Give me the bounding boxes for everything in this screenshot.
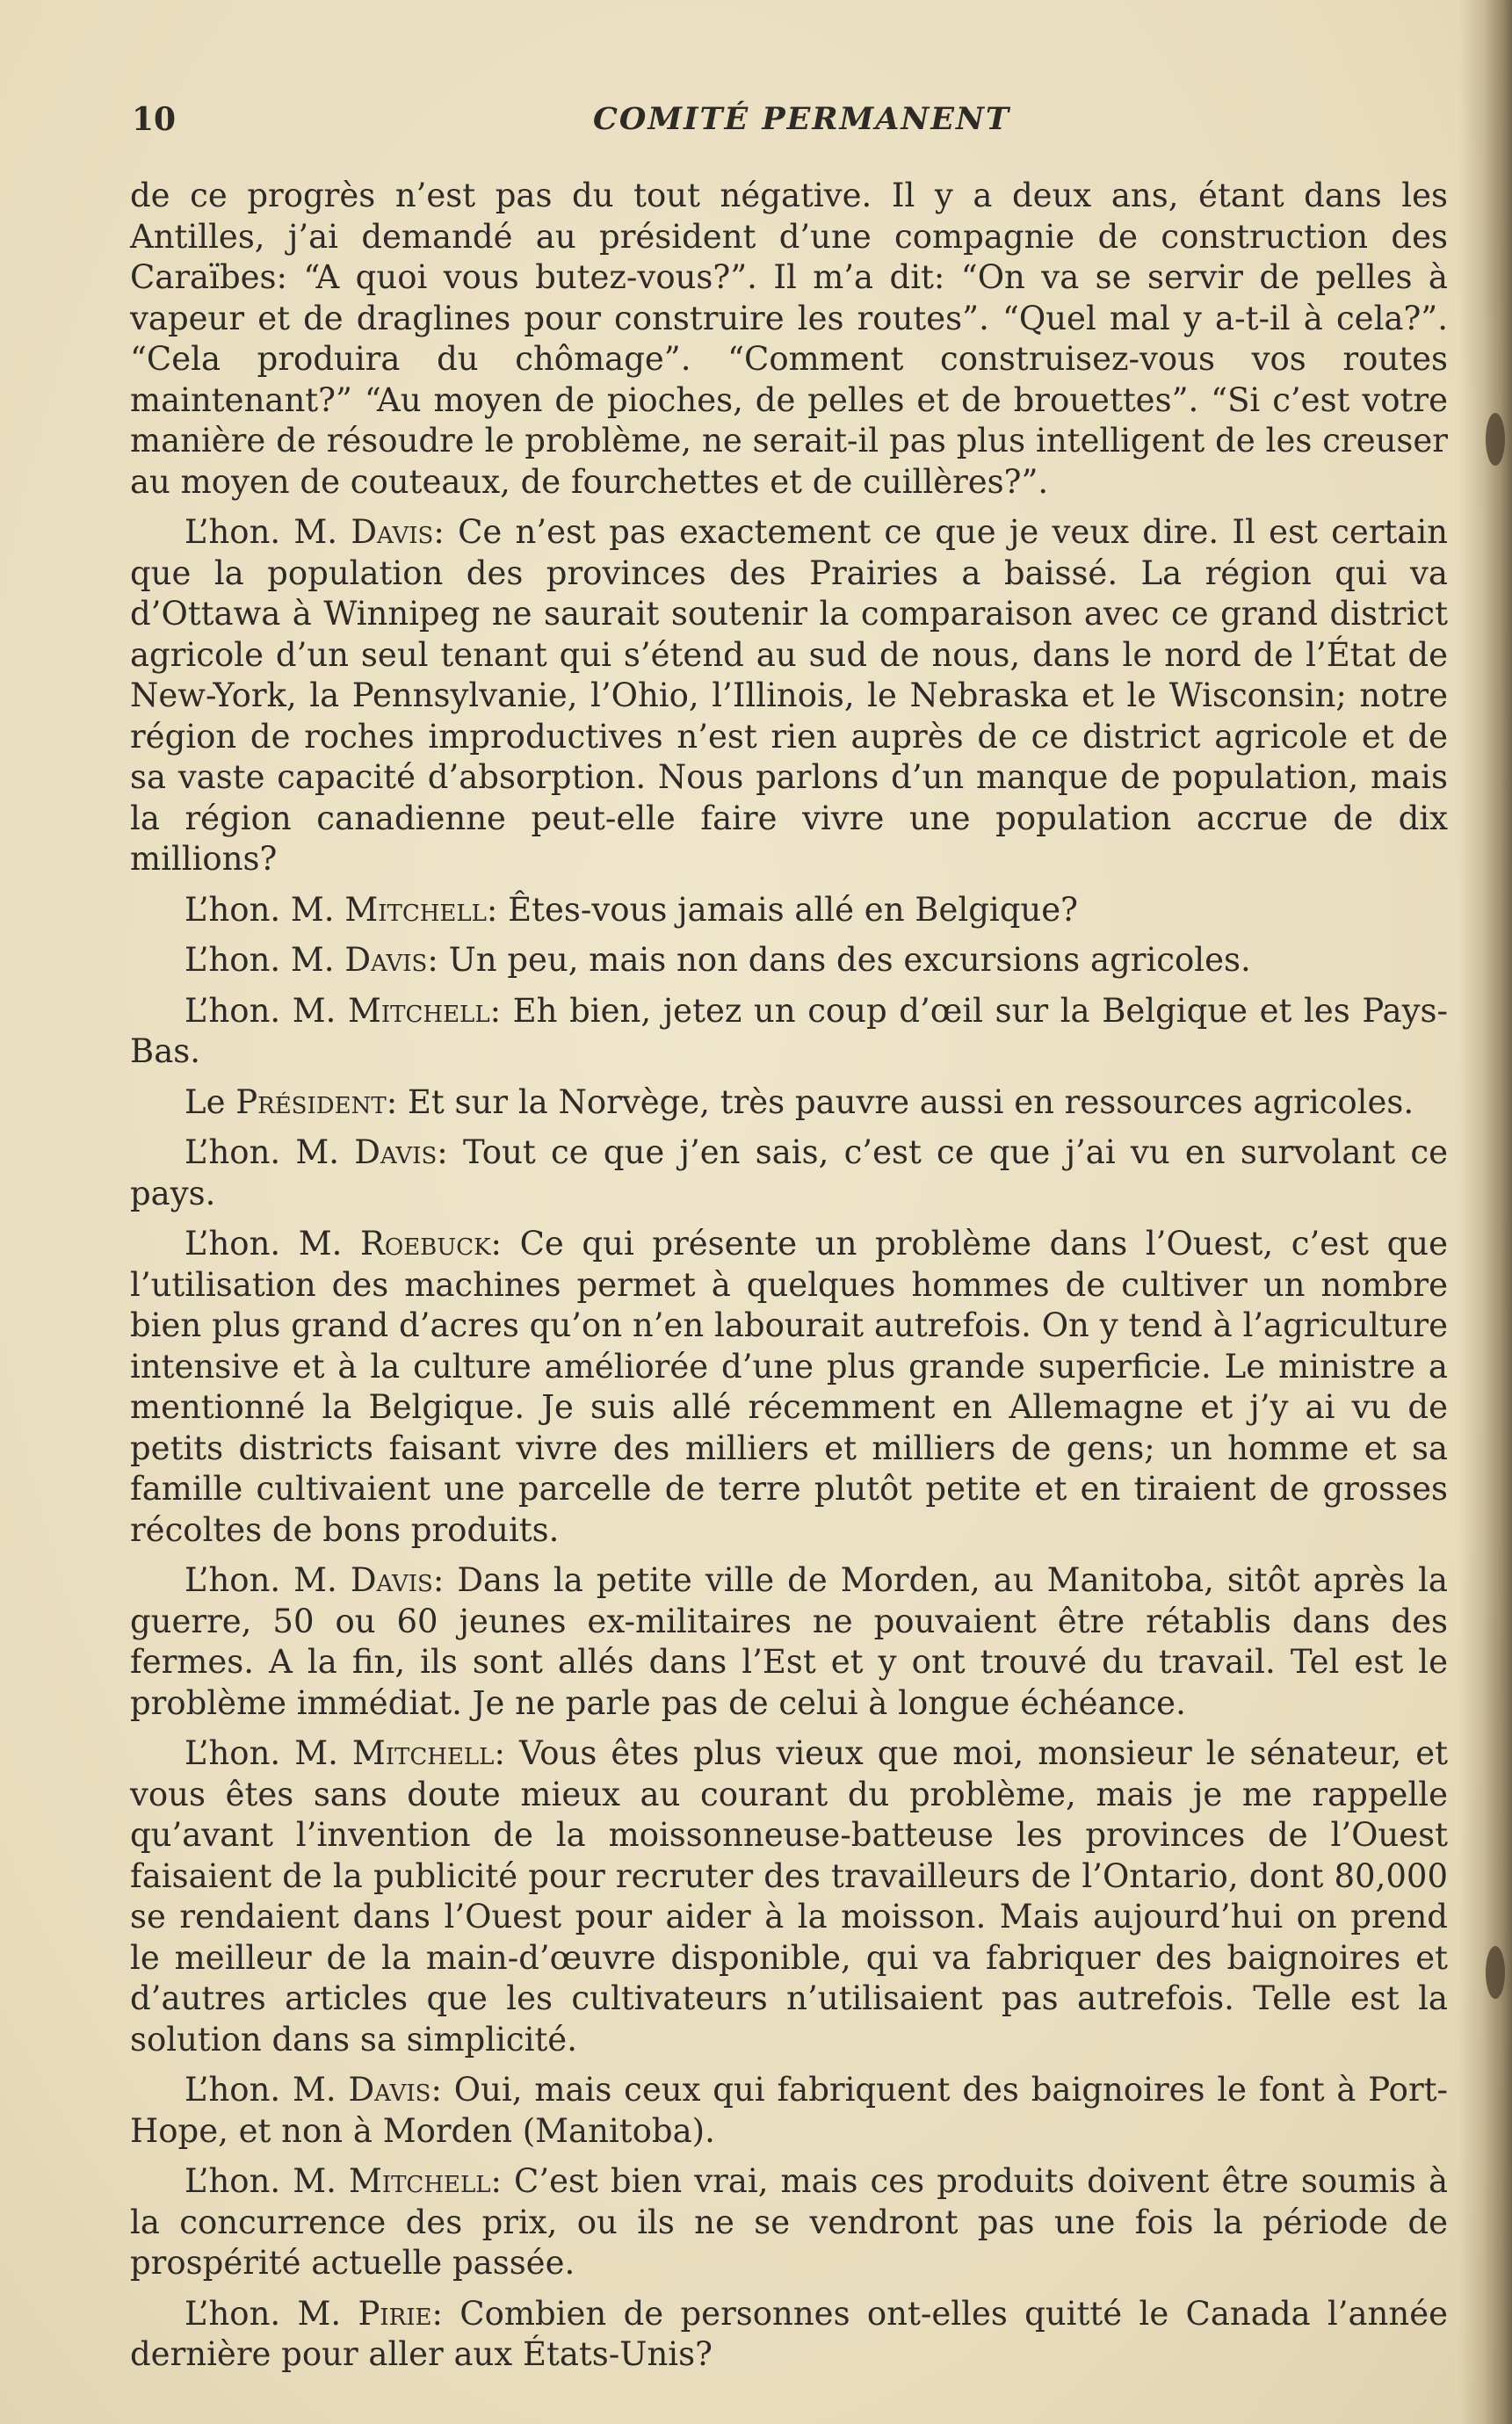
paragraph [130,1224,1448,1551]
paragraph [130,176,1448,503]
running-title: COMITÉ PERMANENT [593,101,1011,137]
paragraph [130,991,1448,1073]
paragraph [130,1560,1448,1724]
speaker-name: Mitchell [351,1734,495,1772]
paragraph-text: : Eh bien, jetez un coup d’œil sur la Belgique et les Pays-Bas. [130,991,1449,1070]
speaker-name: Pirie [358,2294,432,2333]
speaker-name: Mitchell [344,890,487,929]
speaker-name: Davis [344,941,428,979]
speaker-name: Roebuck [360,1225,491,1263]
binding-mark [1486,1946,1505,1999]
speaker-name: Davis [350,1561,433,1599]
paragraph-text: : Ce qui présente un problème dans l’Ouest, c’est que l’utilisation des machines permet à quelques hommes de cultiver un nombre bien plus grand d’acres qu’on n’en labourait autrefois. On y tend à l’agriculture intensive et à la culture améliorée d’une plus grande superficie. Le ministre a mentionné la Belgique. Je suis allé récemment en Allemagne et j’y ai vu de petits districts faisant vivre des milliers et milliers de gens; un homme et sa famille cultivaient une parcelle de terre plutôt petite et en tiraient de grosses récoltes de bons produits. [130,1225,1448,1549]
paragraph-text: : Dans la petite ville de Morden, au Manitoba, sitôt après la guerre, 50 ou 60 jeunes ex-militaires ne pouvaient être rétablis dans des fermes. A la fin, ils sont allés dans l’Est et y ont trouvé du travail. Tel est le problème immédiat. Je ne parle pas de celui à longue échéance. [130,1561,1448,1722]
paragraph [130,2161,1448,2284]
paragraph [130,2294,1448,2376]
speaker-prefix: L’hon. M. [184,2162,349,2200]
speaker-name: Davis [354,1133,438,1171]
speaker-prefix: L’hon. M. [184,2294,358,2333]
paragraph-text: : Vous êtes plus vieux que moi, monsieur le sénateur, et vous êtes sans doute mieux au courant du problème, mais je me rappelle qu’avant l’invention de la moissonneuse-batteuse les provinces de l’Ouest faisaient de la publicité pour recruter des travailleurs de l’Ontario, dont 80,000 se rendaient dans l’Ouest pour aider à la moisson. Mais aujourd’hui on prend le meilleur de la main-d’œuvre disponible, qui va fabriquer des baignoires et d’autres articles que les cultivateurs n’utilisaient pas autrefois. Telle est la solution dans sa simplicité. [130,1734,1448,2059]
speaker-prefix: L’hon. M. [184,941,345,979]
speaker-prefix: L’hon. M. [184,991,349,1030]
paragraph [130,890,1448,931]
paragraph [130,940,1448,981]
body-text [130,176,1448,2385]
page-edge-shadow [1459,0,1512,2424]
speaker-prefix: L’hon. M. [184,1734,352,1772]
page-header [132,101,1441,150]
speaker-name: Mitchell [348,2162,491,2200]
paragraph [130,512,1448,880]
paragraph [130,1082,1448,1124]
speaker-name: Davis [351,513,434,551]
paragraph-text: : Oui, mais ceux qui fabriquent des baignoires le font à Port-Hope, et non à Morden (Manitoba). [130,2071,1449,2150]
paragraph-text: : Et sur la Norvège, très pauvre aussi en ressources agricoles. [386,1082,1414,1121]
paragraph-text: : C’est bien vrai, mais ces produits doivent être soumis à la concurrence des prix, ou ils ne se vendront pas une fois la période de prospérité actuelle passée. [130,2162,1449,2282]
binding-mark [1486,413,1505,466]
speaker-prefix: L’hon. M. [184,890,345,929]
paragraph [130,1132,1448,1214]
speaker-prefix: L’hon. M. [184,513,351,551]
speaker-prefix: L’hon. M. [184,1225,361,1263]
paragraph [130,1733,1448,2060]
speaker-name: Davis [348,2071,431,2109]
speaker-prefix: L’hon. M. [184,1133,355,1171]
page-number: 10 [132,101,177,138]
paragraph-text: : Tout ce que j’en sais, c’est ce que j’ai vu en survolant ce pays. [130,1133,1448,1212]
speaker-prefix: L’hon. M. [184,1561,351,1599]
paragraph [130,2070,1448,2152]
paragraph-text: : Combien de personnes ont-elles quitté le Canada l’année dernière pour aller aux États-Unis? [130,2294,1449,2373]
paragraph-text: de ce progrès n’est pas du tout négative. Il y a deux ans, étant dans les Antilles, j’ai demandé au président d’une compagnie de construction des Caraïbes: “A quoi vous butez-vous?”. Il m’a dit: “On va se servir de pelles à vapeur et de draglines pour construire les routes”. “Quel mal y a-t-il à cela?”. “Cela produira du chômage”. “Comment construisez-vous vos routes maintenant?” “Au moyen de pioches, de pelles et de brouettes”. “Si c’est votre manière de résoudre le problème, ne serait-il pas plus intelligent de les creuser au moyen de couteaux, de fourchettes et de cuillères?”. [130,177,1448,501]
speaker-prefix: Le [184,1082,236,1121]
paragraph-text: : Un peu, mais non dans des excursions agricoles. [427,941,1251,979]
paragraph-text: : Ce n’est pas exactement ce que je veux dire. Il est certain que la population des provinces des Prairies a baissé. La région qui va d’Ottawa à Winnipeg ne saurait soutenir la comparaison avec ce grand district agricole d’un seul tenant qui s’étend au sud de nous, dans le nord de l’État de New-York, la Pennsylvanie, l’Ohio, l’Illinois, le Nebraska et le Wisconsin; notre région de roches improductives n’est rien auprès de ce district agricole et de sa vaste capacité d’absorption. Nous parlons d’un manque de population, mais la région canadienne peut-elle faire vivre une population accrue de dix millions? [130,513,1449,878]
speaker-name: Mitchell [348,991,490,1030]
speaker-name: Président [235,1082,387,1121]
paragraph-text: : Êtes-vous jamais allé en Belgique? [486,890,1078,929]
speaker-prefix: L’hon. M. [184,2071,349,2109]
